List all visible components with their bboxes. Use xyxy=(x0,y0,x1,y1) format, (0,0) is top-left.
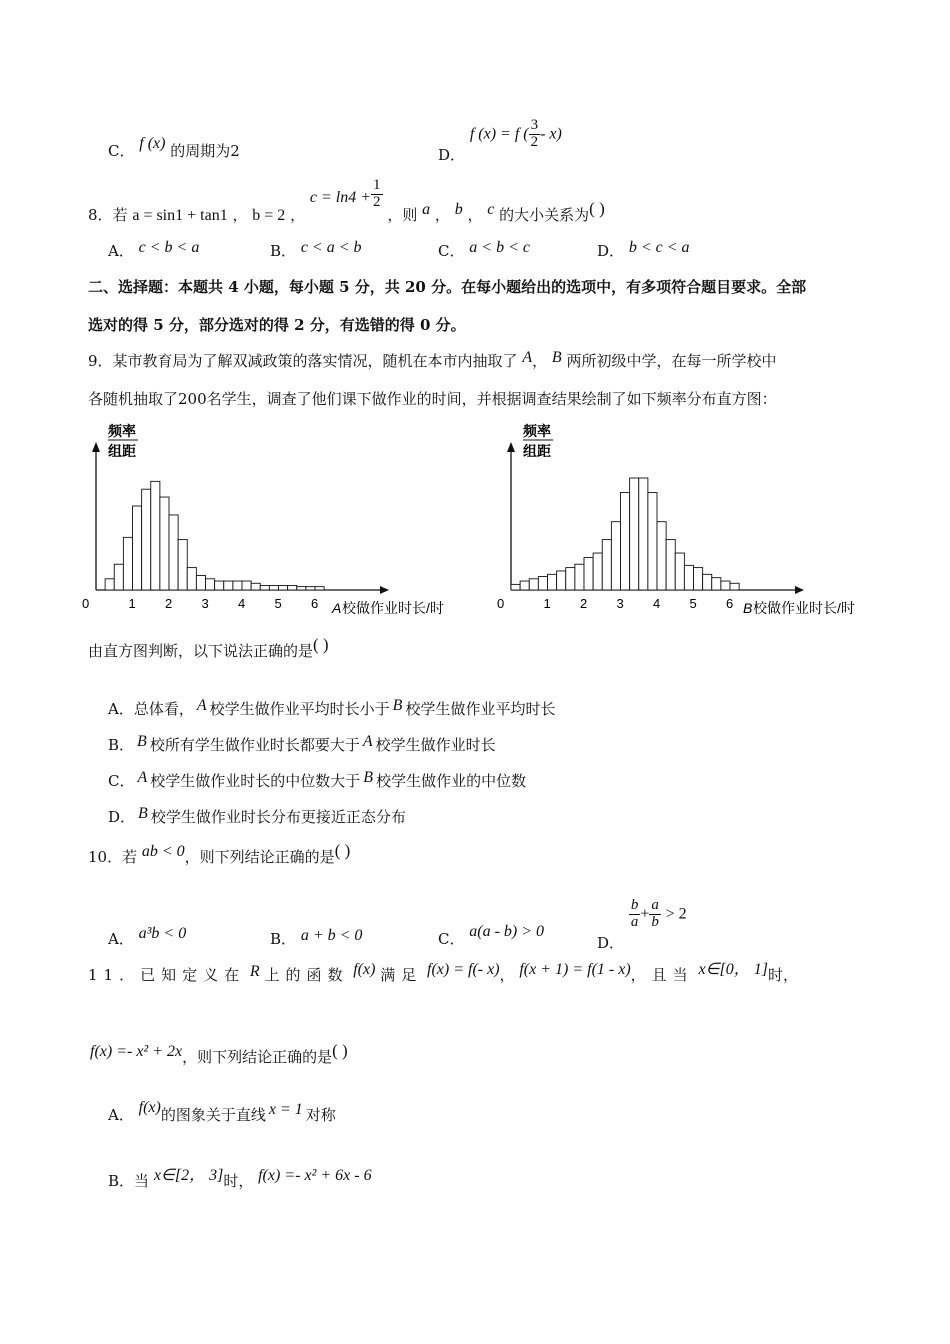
var: A xyxy=(137,769,148,786)
math-expr: a(a - b) > 0 xyxy=(469,923,545,940)
x-tick-label: 4 xyxy=(653,596,661,611)
ylabel-top: 频率 xyxy=(523,423,551,439)
histogram-bar xyxy=(511,584,520,590)
math-expr: a < b < c xyxy=(469,239,530,256)
histogram-bar xyxy=(712,578,721,590)
option-label: B． xyxy=(108,736,135,754)
histogram-bar xyxy=(206,579,215,590)
option-label: A． xyxy=(108,1106,134,1124)
text: ，且当 xyxy=(630,966,694,984)
histogram-bar xyxy=(233,581,242,590)
option-text: 校学生做作业时长 xyxy=(375,736,496,754)
q9-option-a[interactable] xyxy=(108,698,555,719)
option-text: 对称 xyxy=(305,1106,336,1124)
math-expr: b = 2 xyxy=(252,207,286,225)
math-expr: f(x) = f(- x) xyxy=(427,961,500,978)
separator: ， xyxy=(467,206,483,225)
option-label: C． xyxy=(108,142,135,160)
question-11-line1 xyxy=(88,962,858,985)
histogram-bar xyxy=(133,506,142,590)
xlabel-rest: 校做作业时长/时 xyxy=(753,600,855,616)
histogram-bar xyxy=(187,568,196,590)
option-text: 的图象关于直线 xyxy=(160,1106,266,1124)
q11-option-a[interactable] xyxy=(108,1099,336,1125)
histogram-bar xyxy=(538,577,547,590)
text: ，则下列结论正确的是 xyxy=(182,1048,333,1066)
histogram-bar xyxy=(224,581,233,590)
option-label: A． xyxy=(108,930,134,948)
option-text: 校学生做作业时长的中位数大于 xyxy=(150,772,361,790)
option-label: A． xyxy=(108,242,134,260)
math-expr: f(x) xyxy=(353,961,376,978)
question-9-line1 xyxy=(88,350,776,371)
option-label: A． xyxy=(108,700,134,718)
math-expr: a = sin1 + tan1 xyxy=(132,207,228,225)
x-tick-label: 6 xyxy=(311,596,319,611)
q11-option-b[interactable] xyxy=(108,1168,372,1191)
q9-option-c[interactable] xyxy=(108,770,526,791)
ylabel-bottom: 组距 xyxy=(523,443,551,459)
histogram-bar xyxy=(520,581,529,590)
histogram-bar xyxy=(279,586,288,590)
question-9-line2: 各随机抽取了200名学生，调查了他们课下做作业的时间，并根据调查结果绘制了如下频率分布直方图： xyxy=(88,390,777,408)
question-10 xyxy=(88,841,351,867)
q8-option-b[interactable] xyxy=(270,240,362,261)
text: ，则下列结论正确的是 xyxy=(184,848,335,866)
histogram-bar xyxy=(114,564,123,590)
math-expr: - x) xyxy=(540,125,562,143)
histogram-bar xyxy=(548,574,557,590)
separator: ， xyxy=(499,966,515,984)
text: ，则 xyxy=(387,206,418,225)
histogram-bar xyxy=(639,478,648,590)
histogram-bar xyxy=(151,481,160,590)
math-expr: x = 1 xyxy=(268,1101,303,1118)
histogram-bar xyxy=(557,571,566,590)
separator: ， xyxy=(434,206,450,225)
histogram-bar xyxy=(169,515,178,590)
q10-option-c[interactable] xyxy=(438,923,545,949)
histogram-bar xyxy=(178,540,187,590)
var: A xyxy=(362,733,373,750)
histogram-bar xyxy=(306,587,315,590)
q10-option-b[interactable] xyxy=(270,928,362,949)
text: 由直方图判断，以下说法正确的是 xyxy=(88,642,314,660)
histogram-bar xyxy=(269,586,278,590)
option-label: C． xyxy=(438,242,465,260)
histogram-bar xyxy=(602,540,611,590)
x-tick-label: 0 xyxy=(497,596,505,611)
histogram-bar xyxy=(584,558,593,590)
option-label: B．当 xyxy=(108,1172,150,1190)
histogram-bar xyxy=(694,568,703,590)
histogram-bar xyxy=(105,579,114,590)
x-tick-label: 3 xyxy=(616,596,624,611)
q8-option-c[interactable] xyxy=(438,240,530,261)
option-text: 校所有学生做作业时长都要大于 xyxy=(149,736,360,754)
question-11-line2 xyxy=(90,1041,348,1067)
ylabel-top: 频率 xyxy=(108,423,136,439)
histogram-bar xyxy=(529,579,538,590)
option-label: D． xyxy=(597,934,625,953)
histogram-bar xyxy=(288,586,297,590)
q7-option-d[interactable] xyxy=(438,117,562,165)
math-expr: a + b < 0 xyxy=(300,927,363,944)
text: 时， xyxy=(767,966,798,984)
xlabel-var: A xyxy=(332,600,342,616)
q7-option-c[interactable] xyxy=(108,135,240,161)
q8-option-d[interactable] xyxy=(597,240,690,261)
option-label: D． xyxy=(438,146,466,165)
histogram-bar xyxy=(657,522,666,590)
answer-paren: ( ) xyxy=(589,199,605,219)
q9-option-d[interactable] xyxy=(108,806,406,827)
option-text: 的周期为2 xyxy=(170,142,240,160)
histogram-bar xyxy=(215,581,224,590)
x-tick-label: 2 xyxy=(165,596,173,611)
math-expr: c < a < b xyxy=(300,239,362,256)
option-text: 总体看， xyxy=(133,700,194,718)
q9-option-b[interactable] xyxy=(108,734,496,755)
var: B xyxy=(138,805,148,822)
x-tick-label: 2 xyxy=(580,596,588,611)
answer-paren: ( ) xyxy=(313,635,329,654)
histogram-bar xyxy=(684,565,693,590)
math-expr: c = ln4 + xyxy=(309,189,372,207)
x-tick-label: 5 xyxy=(274,596,282,611)
histogram-bar xyxy=(315,587,324,590)
var-r: R xyxy=(249,963,260,980)
answer-paren: ( ) xyxy=(332,1041,348,1060)
math-expr: f (x) = f ( xyxy=(469,125,529,143)
question-number: 10．若 xyxy=(88,848,138,866)
math-expr: x∈[0， 1] xyxy=(698,961,768,978)
math-expr: f (x) xyxy=(139,135,166,152)
histogram-bar xyxy=(260,586,269,590)
var: B xyxy=(392,697,403,714)
histogram-bar xyxy=(666,540,675,590)
histogram-bar xyxy=(160,497,169,590)
fraction: $\frac{a}{b}$ xyxy=(651,897,659,930)
histogram-b-plot xyxy=(497,442,804,611)
histogram-bar xyxy=(721,581,730,590)
x-tick-label: 1 xyxy=(543,596,551,611)
fraction: $\frac{3}{2}$ xyxy=(530,117,539,150)
math-expr: ab < 0 xyxy=(141,843,185,860)
var: A xyxy=(196,697,207,714)
histogram-bar xyxy=(196,575,205,590)
histogram-bar xyxy=(630,478,639,590)
x-tick-label: 4 xyxy=(238,596,246,611)
math-expr: b < c < a xyxy=(628,239,690,256)
var-b: b xyxy=(454,201,463,219)
fraction: $\frac{1}{2}$ xyxy=(373,177,381,210)
ylabel-bottom: 组距 xyxy=(108,443,136,459)
math-expr: f(x) =- x² + 6x - 6 xyxy=(258,1167,372,1184)
histogram-bar xyxy=(251,583,260,590)
text: 满足 xyxy=(380,966,423,984)
x-tick-label: 3 xyxy=(201,596,209,611)
math-expr: a³b < 0 xyxy=(138,925,187,942)
var: B xyxy=(137,733,147,750)
y-axis-arrow-icon xyxy=(92,442,100,452)
text: 的大小关系为 xyxy=(499,206,590,225)
histogram-bar xyxy=(675,553,684,590)
histogram-bar xyxy=(242,581,251,590)
histogram-bar xyxy=(621,493,630,590)
option-label: C． xyxy=(108,772,135,790)
separator: ， xyxy=(232,206,248,225)
section-heading-cont: 选对的得 5 分，部分选对的得 2 分，有选错的得 0 分。 xyxy=(88,316,466,334)
text: 上的函数 xyxy=(264,966,349,984)
text: 两所初级中学，在每一所学校中 xyxy=(566,352,777,370)
histogram-bar xyxy=(703,574,712,590)
math-expr: > 2 xyxy=(665,905,687,923)
q10-option-a[interactable] xyxy=(108,925,187,949)
option-text: 校学生做作业时长分布更接近正态分布 xyxy=(150,808,406,826)
text: 9．某市教育局为了解双减政策的落实情况，随机在本市内抽取了 xyxy=(88,352,518,370)
histogram-a xyxy=(80,418,480,623)
histogram-bar xyxy=(297,587,306,590)
var-c: c xyxy=(487,201,495,219)
question-9-prompt xyxy=(88,635,329,661)
histogram-bar xyxy=(142,489,151,590)
option-text: 校学生做作业平均时长小于 xyxy=(209,700,390,718)
var-b: B xyxy=(551,349,562,366)
x-tick-label: 6 xyxy=(726,596,734,611)
fraction: $\frac{b}{a}$ xyxy=(630,897,639,930)
math-expr: f(x) =- x² + 2x xyxy=(90,1043,183,1060)
option-text: 校学生做作业的中位数 xyxy=(376,772,527,790)
section-heading: 二、选择题：本题共 4 小题，每小题 5 分，共 20 分。在每小题给出的选项中，有多项符合题目要求。全部 xyxy=(88,278,807,296)
histogram-bar xyxy=(648,493,657,590)
separator: ， xyxy=(290,206,306,225)
histogram-bar xyxy=(566,568,575,590)
xlabel-rest: 校做作业时长/时 xyxy=(342,600,444,616)
question-8 xyxy=(88,177,605,225)
math-expr: x∈[2， 3] xyxy=(153,1167,224,1184)
math-expr: f(x + 1) = f(1 - x) xyxy=(519,961,631,978)
xlabel-var: B xyxy=(743,600,753,616)
histogram-bar xyxy=(593,553,602,590)
x-tick-label: 5 xyxy=(689,596,697,611)
option-label: D． xyxy=(108,808,136,826)
plus: + xyxy=(640,905,650,923)
math-expr: c < b < a xyxy=(138,239,200,256)
option-label: D． xyxy=(597,242,625,260)
var-a: A xyxy=(522,349,533,366)
question-number: 11．已知定义在 xyxy=(88,966,246,984)
option-label: B． xyxy=(270,242,297,260)
x-axis-arrow-icon xyxy=(795,586,804,594)
var: B xyxy=(363,769,374,786)
histogram-b xyxy=(495,418,895,623)
option-label: B． xyxy=(270,930,297,948)
math-expr: f(x) xyxy=(138,1099,161,1116)
histogram-bar xyxy=(611,522,620,590)
option-text: 校学生做作业平均时长 xyxy=(405,700,556,718)
histogram-bar xyxy=(730,583,739,590)
answer-paren: ( ) xyxy=(334,841,351,860)
var-a: a xyxy=(422,201,431,219)
x-tick-label: 0 xyxy=(82,596,90,611)
q8-option-a[interactable] xyxy=(108,240,199,261)
option-text: 时， xyxy=(223,1172,254,1190)
question-number: 8．若 xyxy=(88,206,128,225)
histogram-bar xyxy=(575,564,584,590)
separator: ， xyxy=(532,352,548,370)
histogram-a-plot xyxy=(82,442,389,611)
histogram-bar xyxy=(123,537,132,590)
option-label: C． xyxy=(438,930,465,948)
y-axis-arrow-icon xyxy=(507,442,515,452)
x-tick-label: 1 xyxy=(128,596,136,611)
x-axis-arrow-icon xyxy=(380,586,389,594)
q10-option-d[interactable] xyxy=(597,897,687,953)
